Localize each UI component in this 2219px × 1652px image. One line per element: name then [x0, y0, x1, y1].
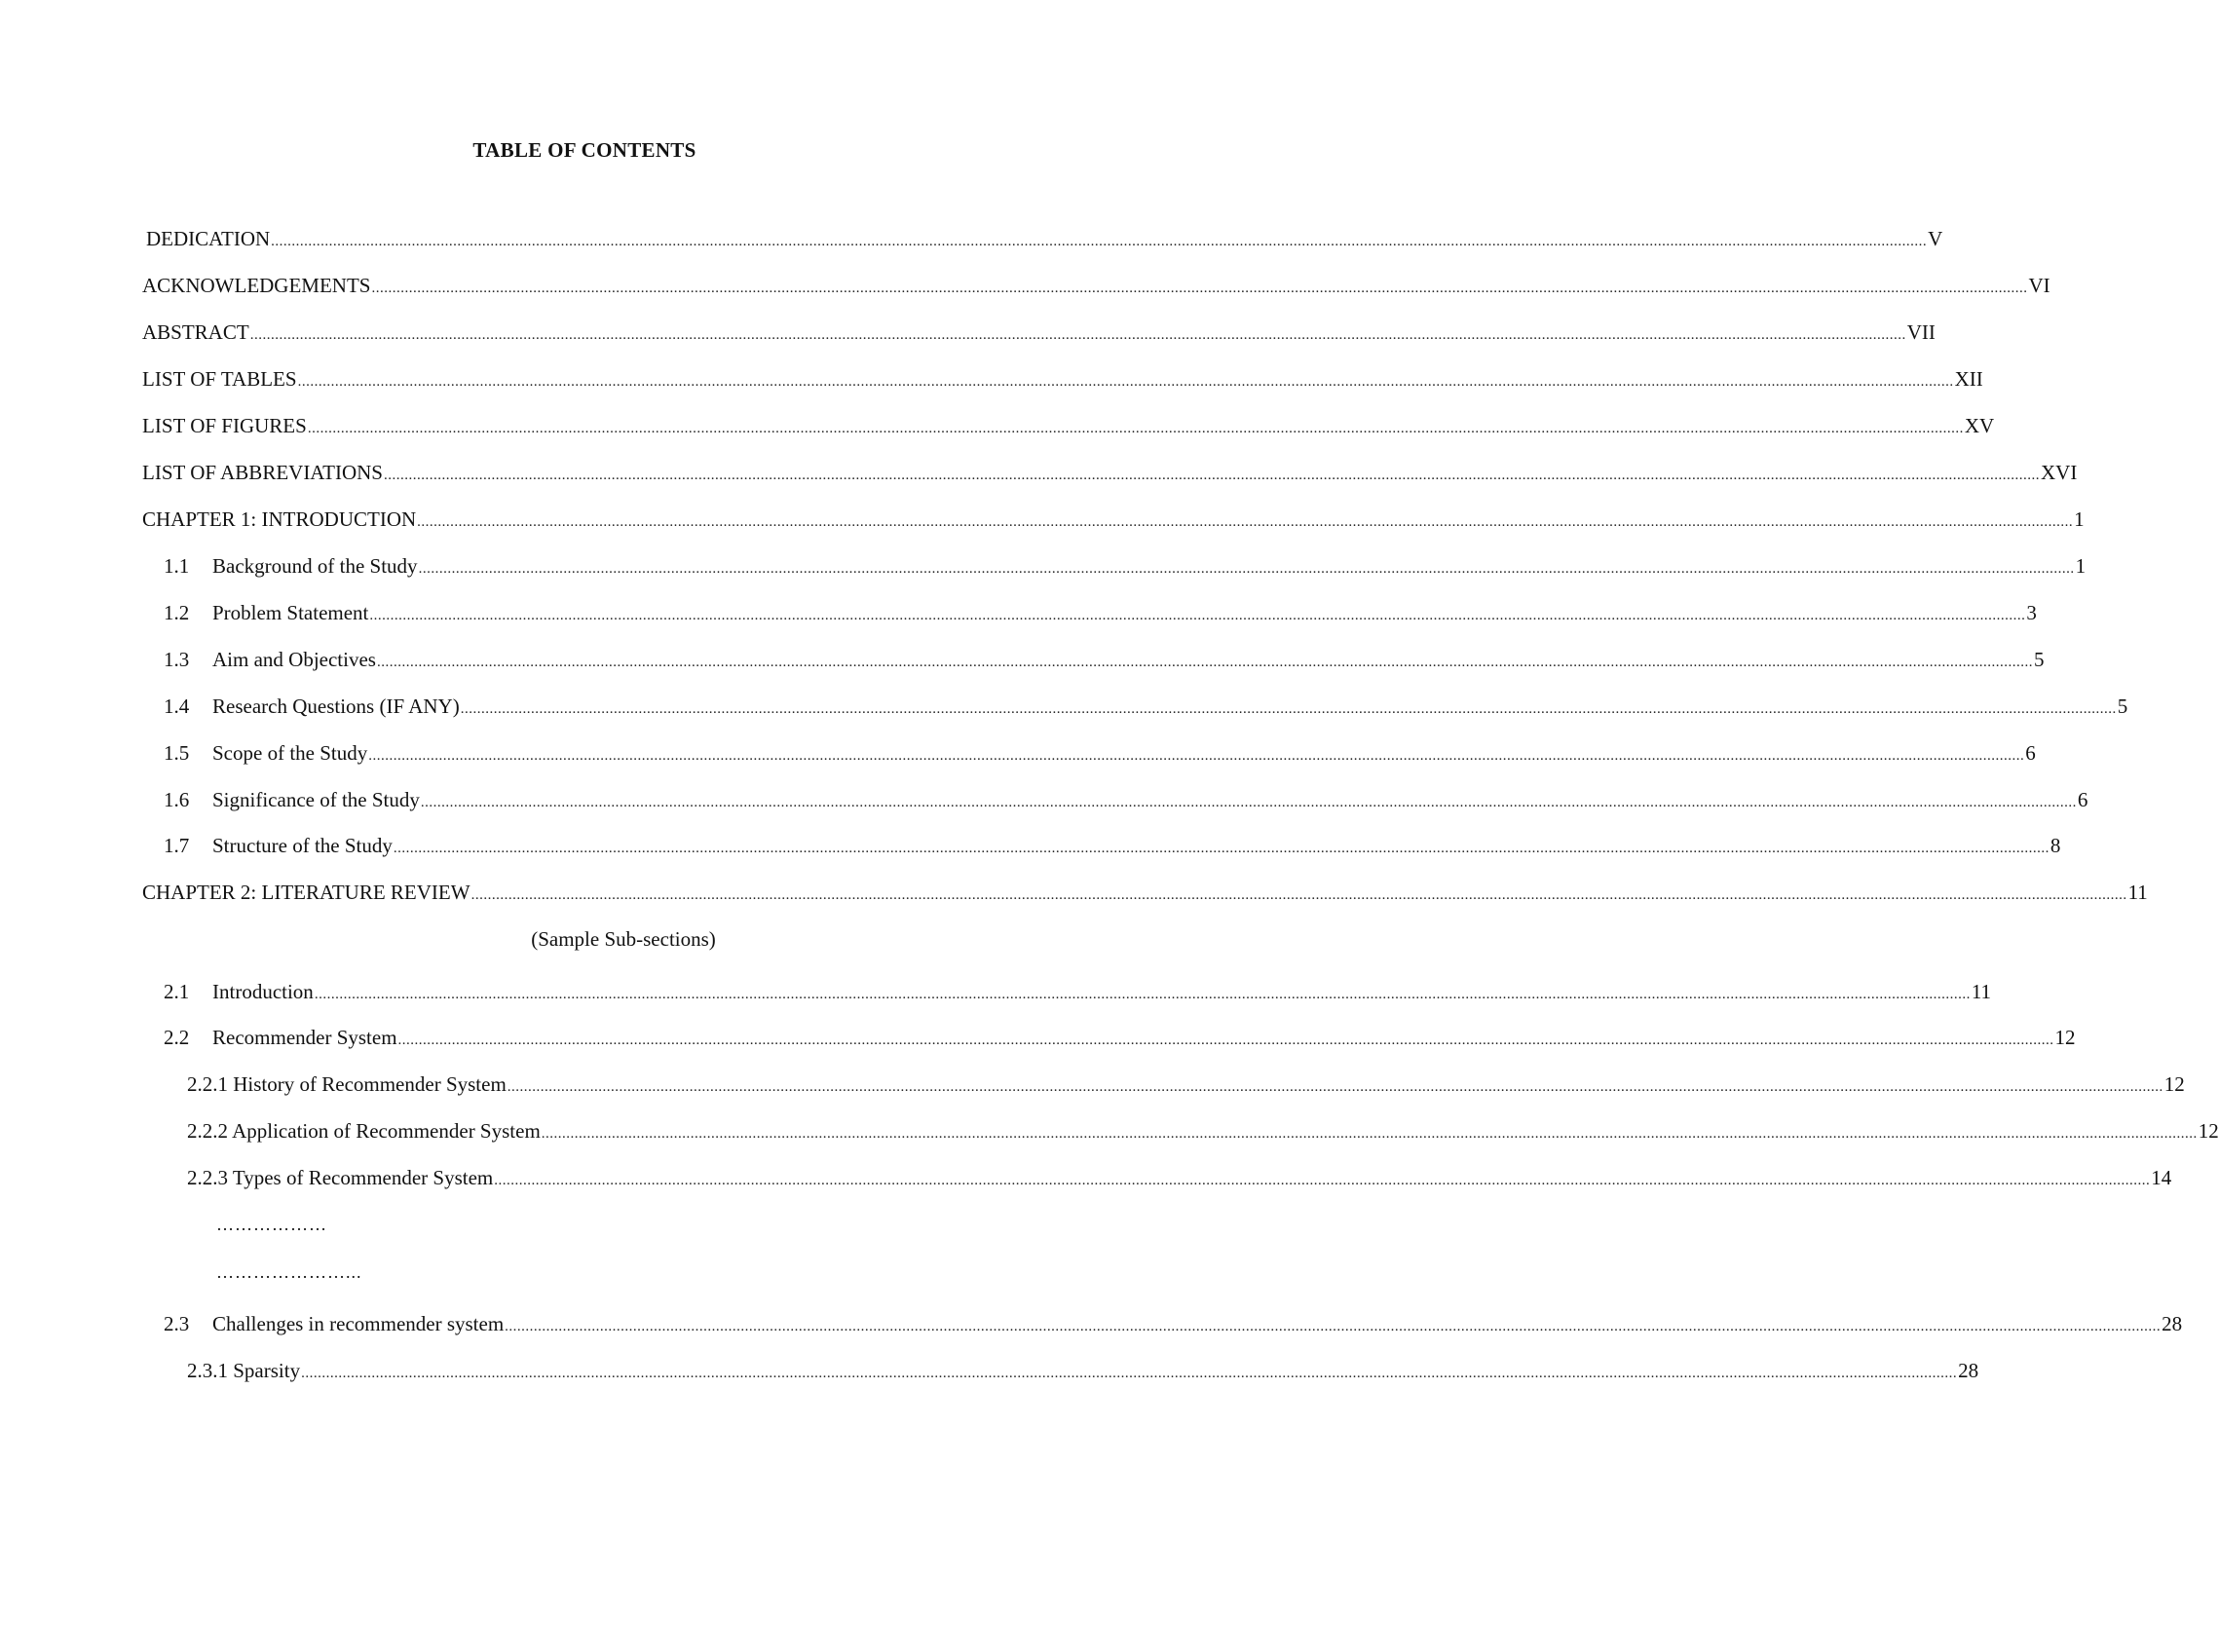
toc-entry-page: 28: [2162, 1312, 2183, 1335]
toc-entry-section-1-4: [164, 692, 2128, 721]
section-title: Introduction: [212, 980, 314, 1003]
dot-leader: ................................................................................................................................................................................................................................................................................................................................................................................................................: [397, 1032, 2054, 1048]
toc-entry-label: [164, 831, 393, 860]
toc-entry-label: 2.2.1 History of Recommender System: [187, 1072, 507, 1096]
toc-entry-label: [164, 645, 376, 674]
ellipsis-line: …………………...: [216, 1262, 362, 1282]
toc-entry-acknowledgements: [142, 271, 2050, 300]
section-number: 2.3: [164, 1312, 190, 1335]
toc-entry-page: 8: [2050, 834, 2061, 857]
toc-entry-subsection-2-2-3: [187, 1163, 2172, 1192]
toc-entry-label: [164, 738, 367, 768]
section-number: 1.7: [164, 834, 190, 857]
toc-entry-label: DEDICATION: [146, 227, 271, 250]
dot-leader: ................................................................................................................................................................................................................................................................................................................................................................................................................: [249, 327, 1906, 343]
toc-entry-section-1-7: [164, 831, 2061, 860]
section-title: Recommender System: [212, 1026, 397, 1049]
toc-entry-section-1-3: [164, 645, 2045, 674]
dot-leader: ................................................................................................................................................................................................................................................................................................................................................................................................................: [307, 421, 1964, 436]
section-title: Background of the Study: [212, 554, 418, 578]
dot-leader: ................................................................................................................................................................................................................................................................................................................................................................................................................: [301, 1366, 1958, 1381]
toc-entry-list-of-figures: [142, 411, 1995, 440]
toc-entry-page: 11: [2127, 881, 2148, 904]
toc-entry-page: 28: [1958, 1359, 1979, 1382]
toc-entry-section-2-1: [164, 977, 1992, 1006]
dot-leader: ................................................................................................................................................................................................................................................................................................................................................................................................................: [460, 701, 2117, 717]
toc-entry-page: 6: [2077, 788, 2088, 811]
toc-entry-page: VII: [1906, 320, 1936, 344]
toc-entry-label: 2.2.3 Types of Recommender System: [187, 1166, 494, 1189]
toc-entry-page: XII: [1954, 367, 1983, 391]
toc-entry-label: [164, 551, 418, 581]
toc-entry-label: [164, 785, 420, 814]
toc-entry-label: [164, 598, 368, 627]
dot-leader: ................................................................................................................................................................................................................................................................................................................................................................................................................: [494, 1173, 2151, 1188]
dot-leader: ................................................................................................................................................................................................................................................................................................................................................................................................................: [393, 841, 2050, 856]
dot-leader: ................................................................................................................................................................................................................................................................................................................................................................................................................: [369, 608, 2026, 623]
section-title: Research Questions (IF ANY): [212, 695, 460, 718]
dot-leader: ................................................................................................................................................................................................................................................................................................................................................................................................................: [470, 887, 2127, 903]
section-number: 2.2: [164, 1026, 190, 1049]
section-number: 1.3: [164, 648, 190, 671]
toc-entry-label: LIST OF ABBREVIATIONS: [142, 461, 383, 484]
toc-entry-section-1-1: [164, 551, 2087, 581]
toc-entry-page: 11: [1971, 980, 1992, 1003]
toc-entry-list-of-tables: [142, 364, 1983, 394]
dot-leader: ................................................................................................................................................................................................................................................................................................................................................................................................................: [297, 374, 1954, 390]
toc-entry-section-1-5: [164, 738, 2036, 768]
toc-entry-label: ABSTRACT: [142, 320, 249, 344]
section-number: 1.6: [164, 788, 190, 811]
toc-entry-page: VI: [2028, 274, 2050, 297]
sample-subsections-note: (Sample Sub-sections): [531, 927, 716, 951]
toc-entry-page: 3: [2026, 601, 2037, 624]
dot-leader: ................................................................................................................................................................................................................................................................................................................................................................................................................: [420, 795, 2077, 810]
dot-leader: ................................................................................................................................................................................................................................................................................................................................................................................................................: [541, 1126, 2198, 1142]
toc-entry-page: XVI: [2040, 461, 2078, 484]
toc-entry-label: ACKNOWLEDGEMENTS: [142, 274, 371, 297]
toc-entry-abstract: [142, 318, 1936, 347]
toc-entry-page: 5: [2033, 648, 2045, 671]
section-title: Problem Statement: [212, 601, 369, 624]
page-title: TABLE OF CONTENTS: [472, 138, 696, 162]
section-title: Structure of the Study: [212, 834, 393, 857]
toc-entry-page: 14: [2151, 1166, 2172, 1189]
dot-leader: ................................................................................................................................................................................................................................................................................................................................................................................................................: [505, 1319, 2162, 1334]
ellipsis-line: ………………: [216, 1215, 327, 1234]
toc-entry-section-1-2: [164, 598, 2037, 627]
toc-entry-label: [164, 977, 314, 1006]
section-number: 1.4: [164, 695, 190, 718]
toc-entry-label: CHAPTER 2: LITERATURE REVIEW: [142, 881, 470, 904]
toc-entry-list-of-abbreviations: [142, 458, 2078, 487]
section-number: 1.2: [164, 601, 190, 624]
section-title: Significance of the Study: [212, 788, 420, 811]
toc-entry-label: [164, 692, 460, 721]
dot-leader: ................................................................................................................................................................................................................................................................................................................................................................................................................: [507, 1079, 2163, 1095]
toc-entry-subsection-2-2-2: [187, 1116, 2219, 1145]
dot-leader: ................................................................................................................................................................................................................................................................................................................................................................................................................: [417, 514, 2074, 530]
toc-entry-section-2-2: [164, 1023, 2076, 1052]
dot-leader: ................................................................................................................................................................................................................................................................................................................................................................................................................: [418, 561, 2075, 577]
toc-entry-subsection-2-3-1: [187, 1356, 1979, 1385]
toc-entry-section-1-6: [164, 785, 2088, 814]
toc-entry-page: XV: [1964, 414, 1995, 437]
toc-entry-chapter-1: [142, 505, 2085, 534]
toc-entry-label: LIST OF TABLES: [142, 367, 297, 391]
toc-entry-page: V: [1928, 227, 1943, 250]
toc-entry-label: LIST OF FIGURES: [142, 414, 307, 437]
toc-entry-page: 5: [2117, 695, 2128, 718]
toc-entry-page: 6: [2025, 741, 2036, 765]
toc-entry-chapter-2: [142, 878, 2148, 907]
section-title: Scope of the Study: [212, 741, 368, 765]
dot-leader: ................................................................................................................................................................................................................................................................................................................................................................................................................: [314, 987, 1971, 1002]
dot-leader: ................................................................................................................................................................................................................................................................................................................................................................................................................: [376, 655, 2033, 670]
toc-entry-page: 12: [2198, 1119, 2219, 1143]
dot-leader: ................................................................................................................................................................................................................................................................................................................................................................................................................: [368, 748, 2025, 764]
toc-entry-subsection-2-2-1: [187, 1070, 2185, 1099]
section-number: 1.1: [164, 554, 190, 578]
toc-entry-label: 2.2.2 Application of Recommender System: [187, 1119, 541, 1143]
section-number: 1.5: [164, 741, 190, 765]
section-number: 2.1: [164, 980, 190, 1003]
toc-entry-page: 1: [2075, 554, 2087, 578]
dot-leader: ................................................................................................................................................................................................................................................................................................................................................................................................................: [383, 468, 2040, 483]
dot-leader: ................................................................................................................................................................................................................................................................................................................................................................................................................: [371, 281, 2028, 296]
toc-entry-page: 1: [2074, 507, 2085, 531]
toc-entry-page: 12: [2054, 1026, 2076, 1049]
section-title: Challenges in recommender system: [212, 1312, 505, 1335]
section-title: Aim and Objectives: [212, 648, 376, 671]
toc-entry-section-2-3: [164, 1309, 2183, 1338]
toc-entry-label: 2.3.1 Sparsity: [187, 1359, 301, 1382]
toc-entry-page: 12: [2163, 1072, 2185, 1096]
toc-entry-label: CHAPTER 1: INTRODUCTION: [142, 507, 417, 531]
toc-entry-dedication: [146, 224, 1943, 253]
dot-leader: ................................................................................................................................................................................................................................................................................................................................................................................................................: [271, 234, 1928, 249]
toc-entry-label: [164, 1309, 504, 1338]
toc-entry-label: [164, 1023, 397, 1052]
